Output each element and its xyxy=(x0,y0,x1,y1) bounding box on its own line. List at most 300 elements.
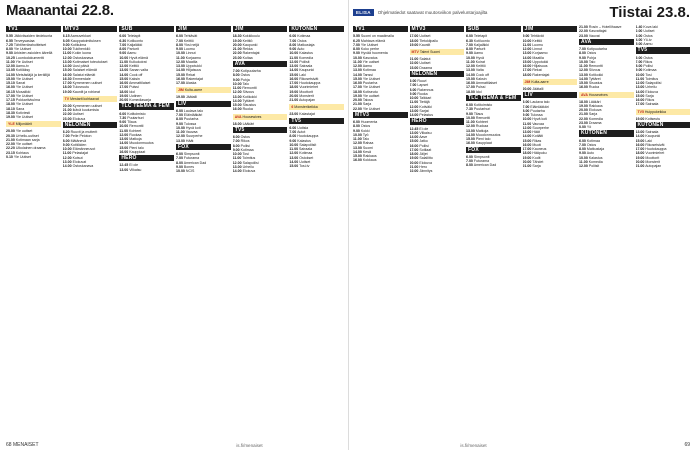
program-entry xyxy=(353,158,408,162)
schedule-column xyxy=(176,25,231,173)
program-time: 9.00 xyxy=(232,147,240,152)
program-time: 8.00 xyxy=(522,108,530,113)
program-title: Kotiseutu xyxy=(645,116,661,121)
program-title: Tehtävät xyxy=(530,34,544,39)
program-time: 12.00 xyxy=(6,64,15,68)
program-time: 18.30 xyxy=(6,110,15,115)
program-title: Kotimaa xyxy=(299,151,313,156)
page-title: Tiistai 23.8. xyxy=(609,3,690,21)
program-title: Ruuvit ja mutterit xyxy=(70,130,98,135)
channel-header: NELONEN xyxy=(63,122,118,128)
program-title: Suomi xyxy=(362,145,373,150)
program-title: Yle uutiset xyxy=(15,142,33,147)
program-entry xyxy=(119,168,174,172)
program-time: 10.00 xyxy=(62,147,72,152)
program-entry xyxy=(579,34,634,38)
schedule-column xyxy=(63,25,118,173)
program-time: 7.00 xyxy=(466,159,473,163)
program-time: 15.00 xyxy=(353,154,362,158)
program-time: 13.00 xyxy=(289,155,299,160)
sponsor-logo: ELISA xyxy=(353,9,374,16)
channel-header: MTV3 xyxy=(410,26,465,32)
program-time: 18.00 xyxy=(62,85,72,90)
program-title: Kauppiaat xyxy=(129,149,146,154)
program-title: Kotimaa xyxy=(586,138,600,143)
program-title: Kaupunki xyxy=(299,68,315,73)
program-entry xyxy=(636,117,691,121)
page-number-left: 68 xyxy=(6,442,12,448)
program-title: Kotimaiset toteutukset xyxy=(72,59,108,64)
program-time: 11.00 xyxy=(232,156,242,161)
channel-header: FOX xyxy=(466,147,521,153)
program-time: 14.00 xyxy=(466,132,475,137)
program-title: Kokkikoulu xyxy=(242,34,260,39)
program-time: 13.00 xyxy=(409,130,419,135)
program-title: Yle uutiset xyxy=(15,129,33,134)
program-title: Komedia xyxy=(588,116,603,121)
program-title: Yle Uutiset xyxy=(15,115,33,119)
program-time: 13.00 xyxy=(176,64,185,68)
program-title: Elokuva xyxy=(645,89,659,94)
highlight-box xyxy=(636,109,691,115)
program-title: Moottorit xyxy=(299,89,314,94)
program-title: Salatut elämät xyxy=(72,72,96,77)
program-time: 12.45 xyxy=(409,126,419,131)
program-title: Pokkaritvkulma xyxy=(15,98,40,102)
program-time: 11.00 xyxy=(579,159,588,164)
highlight-title: Talent Suomi xyxy=(419,50,441,54)
program-time: 17.00 xyxy=(635,102,645,107)
program-time: 17.00 xyxy=(62,81,72,85)
program-time: 22.00 xyxy=(409,61,419,66)
program-entry xyxy=(6,115,61,119)
program-time: 15.00 xyxy=(635,93,645,98)
program-time: 8.00 xyxy=(289,134,297,139)
program-time: 13.00 xyxy=(466,128,475,133)
program-title: Sairaala xyxy=(645,102,659,107)
program-time: 14.00 xyxy=(62,64,72,68)
program-title: Hyvää huomenta xyxy=(360,51,388,56)
program-time: 8.00 xyxy=(353,124,360,129)
right-page xyxy=(348,0,696,450)
program-time: 18.00 xyxy=(353,89,362,94)
program-title: Rosin – Hotellihaave xyxy=(588,25,622,29)
program-time: 9.00 xyxy=(353,51,360,56)
program-title: Kokkaus xyxy=(362,158,377,163)
program-time: 10.00 xyxy=(232,152,242,157)
program-time: 8.00 xyxy=(232,73,240,78)
schedule-column xyxy=(523,25,578,173)
program-time: 9.00 xyxy=(289,47,297,51)
program-title: Ei ole xyxy=(419,126,429,131)
program-title: Kotiväki xyxy=(419,104,432,109)
program-title: Keittiö xyxy=(129,64,140,68)
program-time: 21.00 xyxy=(579,112,588,117)
program-time: 8.00 xyxy=(635,64,643,68)
program-title: Sarja xyxy=(362,102,372,107)
program-time: 21.00 xyxy=(409,164,419,169)
channel-header: JIM xyxy=(523,26,578,32)
program-title: Puutarhuri xyxy=(473,107,491,112)
program-title: Sairaala xyxy=(299,64,313,68)
program-title: Luomu xyxy=(532,42,544,47)
program-title: Maatila xyxy=(532,55,544,60)
program-title: Kalastus xyxy=(588,155,603,160)
program-time: 14.00 xyxy=(289,159,299,164)
program-title: Rakentajat xyxy=(242,51,260,56)
program-title: Kotimaa xyxy=(362,68,376,73)
program-title: Urheilu xyxy=(242,164,254,169)
program-title: Uppotukki xyxy=(185,64,202,68)
channel-header: TV1 xyxy=(353,26,408,32)
program-title: Mosaiikki xyxy=(15,89,31,94)
program-time: 16.00 xyxy=(119,81,129,85)
channel-header: NELONEN xyxy=(410,71,465,77)
highlight-box xyxy=(233,114,288,120)
program-time: 17.00 xyxy=(522,147,532,152)
program-time: 8.00 xyxy=(466,47,473,51)
program-title: Kalastus xyxy=(297,138,311,143)
program-time: 16.15 xyxy=(6,89,15,94)
program-time: 21.00 xyxy=(579,25,588,29)
program-entry xyxy=(6,155,61,159)
magazine-name: MENAISET xyxy=(12,442,39,448)
program-time: 21.00 xyxy=(6,137,15,142)
program-title: Salapoliisit xyxy=(299,142,317,147)
program-title: Matkoja xyxy=(475,128,489,133)
program-title: Vauvaa xyxy=(532,121,544,126)
program-time: 23.00 xyxy=(409,65,419,70)
program-time: 13.00 xyxy=(635,85,645,90)
program-title: Draama xyxy=(419,65,433,70)
program-title: Toimitus xyxy=(645,76,659,81)
highlight-box xyxy=(579,92,634,98)
channel-header: LIV xyxy=(176,101,231,107)
program-title: Yö-tv xyxy=(643,37,652,42)
schedule-column xyxy=(233,25,288,173)
program-time: 21.00 xyxy=(353,102,362,107)
program-title: Yle Uutiset xyxy=(360,42,378,47)
program-entry xyxy=(119,98,174,102)
program-time: 6.00 xyxy=(466,103,473,107)
program-title: Tosi xyxy=(242,152,249,157)
program-time: 17.00 xyxy=(466,85,475,90)
program-title: Keittiö xyxy=(183,38,194,43)
program-title: Rikos xyxy=(645,98,655,102)
program-title: Huutokauppa xyxy=(645,147,667,152)
program-time: 20.00 xyxy=(119,98,129,102)
program-time: 10.00 xyxy=(232,81,242,86)
channel-header: TV5 xyxy=(289,118,344,124)
program-time: 11.00 xyxy=(522,121,532,126)
program-time: 11.00 xyxy=(119,59,129,64)
program-title: Kutsut xyxy=(72,155,83,160)
program-time: 19.00 xyxy=(62,89,72,94)
program-time: 15.00 xyxy=(466,137,475,141)
program-time: 17.00 xyxy=(6,93,15,98)
program-time: 17.00 xyxy=(353,85,362,90)
program-time: 20.00 xyxy=(635,159,645,164)
program-time: 12.00 xyxy=(579,68,588,73)
program-title: Kotimaa xyxy=(240,147,254,152)
program-title: Ruoka xyxy=(242,107,253,112)
program-time: 9.00 xyxy=(62,142,70,147)
program-time: 14.00 xyxy=(522,134,532,139)
program-time: 16.00 xyxy=(579,85,588,90)
program-title: Kauniit ja rohkeat xyxy=(72,89,100,94)
program-title: Ruokaa xyxy=(475,124,489,129)
program-time: 6.30 xyxy=(119,38,127,43)
program-time: 7.00 xyxy=(289,38,297,43)
left-columns xyxy=(6,25,344,173)
program-time: 9.00 xyxy=(579,55,586,60)
program-time: 23.00 xyxy=(289,112,299,117)
program-entry xyxy=(233,107,288,111)
program-title: Kotiluonto xyxy=(127,38,144,43)
program-title: Rakkaus xyxy=(362,154,377,158)
program-title: Kotikokki xyxy=(242,94,257,99)
program-title: Jälkiviisaiden tiedekunta xyxy=(13,34,53,39)
program-title: Rikosetsivät xyxy=(299,76,319,81)
program-time: 7.00 xyxy=(176,113,183,118)
program-title: Kotimaa xyxy=(643,68,657,73)
program-entry xyxy=(353,107,408,111)
program-entry xyxy=(176,169,231,173)
program-entry xyxy=(410,43,465,47)
program-title: Tietäjä xyxy=(419,100,430,105)
program-title: Kaljaläkki xyxy=(127,42,143,47)
program-time: 6.25 xyxy=(353,38,360,43)
sponsor xyxy=(353,9,487,16)
program-title: American Dad xyxy=(183,160,207,165)
program-title: Aamu xyxy=(362,64,372,68)
schedule-column xyxy=(636,25,691,173)
site-url-left: is.fi/menaiset xyxy=(236,442,263,448)
program-title: Tyttäret xyxy=(242,98,255,103)
program-time: 7.00 xyxy=(176,38,183,43)
program-title: Tyttäret xyxy=(588,76,601,81)
program-time: 19.00 xyxy=(635,116,645,121)
program-title: Kotiviesti xyxy=(15,110,31,115)
program-time: 12.00 xyxy=(522,47,532,51)
program-title: Kotimaan sarja xyxy=(15,137,40,142)
program-time: 15.00 xyxy=(119,76,129,81)
program-time: 8.00 xyxy=(176,160,183,165)
program-title: Salaiset elämät xyxy=(72,68,97,73)
program-title: Sairaala xyxy=(645,130,659,135)
program-time: 16.00 xyxy=(119,149,129,154)
program-title: Ruoka xyxy=(417,91,428,96)
program-time: 8.00 xyxy=(62,138,70,143)
channel-header: TV5 xyxy=(233,127,288,133)
program-title: Simpsonit xyxy=(473,154,490,159)
program-title: Huomenta xyxy=(360,120,378,124)
program-title: Yle Uutiset xyxy=(15,76,33,81)
program-title: Yle Uutiset xyxy=(15,93,33,98)
program-time: 9.00 xyxy=(579,151,586,156)
program-title: Sisustus xyxy=(588,81,603,85)
program-time: 17.00 xyxy=(635,147,645,152)
program-title: Teletapit xyxy=(127,34,141,39)
highlight-label: YLE xyxy=(8,122,15,127)
program-time: 18.00 xyxy=(289,85,299,90)
program-time: 19.00 xyxy=(119,93,129,98)
program-time: 13.00 xyxy=(409,108,419,113)
program-title: Tanssi xyxy=(362,72,373,77)
highlight-label: MTV xyxy=(411,50,419,54)
program-time: 21.00 xyxy=(522,164,532,169)
program-time: 8.00 xyxy=(466,163,473,168)
program-time: 9.00 xyxy=(6,51,13,56)
program-time: 6.30 xyxy=(466,38,473,43)
program-time: 18.00 xyxy=(579,99,588,104)
program-title: Yle Uutiset xyxy=(362,76,380,81)
highlight-label: AVA xyxy=(234,114,242,119)
program-title: Remontti xyxy=(129,124,144,129)
program-title: Ostos xyxy=(297,38,307,43)
program-title: Mahtava elämä xyxy=(360,38,386,43)
program-title: Alaska xyxy=(185,81,197,85)
program-time: 12.00 xyxy=(119,64,129,68)
program-time: 12.00 xyxy=(353,141,362,146)
program-title: Linnut xyxy=(185,51,196,56)
program-time: 17.15 xyxy=(6,98,15,102)
program-time: 11.00 xyxy=(119,128,129,133)
program-time: 18.00 xyxy=(522,151,532,156)
program-title: Jatko xyxy=(419,139,428,144)
program-title: Pelle Peloton xyxy=(70,134,92,139)
program-title: Autopajan xyxy=(299,98,316,102)
program-time: 9.00 xyxy=(176,121,183,126)
program-time: 11.00 xyxy=(232,86,242,90)
program-title: Kalastajat xyxy=(299,112,315,117)
program-title: Elokuva xyxy=(242,169,256,174)
program-time: 9.00 xyxy=(522,34,530,39)
program-title: Sairaala xyxy=(299,147,313,152)
program-time: 18.00 xyxy=(522,72,532,77)
program-time: 10.00 xyxy=(466,115,475,120)
program-time: 9.00 xyxy=(119,120,127,124)
program-time: 10.00 xyxy=(289,51,299,56)
program-title: Sarjat xyxy=(419,108,429,113)
program-title: Rahaa xyxy=(362,141,374,146)
program-time: 6.00 xyxy=(119,34,127,39)
program-title: Yle uutiset xyxy=(362,93,380,98)
channel-header: MTV3 xyxy=(63,26,118,32)
program-title: Ostos xyxy=(586,51,597,56)
program-time: 10.00 xyxy=(579,59,588,64)
program-time: 16.00 xyxy=(522,64,532,68)
program-time: 21.00 xyxy=(409,57,419,62)
program-title: Parturit xyxy=(473,47,486,51)
program-title: Laulava talo xyxy=(530,100,550,105)
highlight-box xyxy=(176,87,231,93)
program-time: 9.00 xyxy=(635,68,643,73)
program-time: 12.45 xyxy=(119,163,129,168)
program-time: 19.00 xyxy=(232,38,242,43)
program-entry xyxy=(523,87,578,91)
program-title: Tilaus xyxy=(127,120,137,124)
program-title: Teletapit xyxy=(473,34,488,39)
program-time: 6.00 xyxy=(522,100,530,105)
program-title: Rakentajat xyxy=(532,72,550,77)
program-title: Auto xyxy=(586,151,594,156)
program-time: 16.00 xyxy=(466,141,475,146)
program-time: 19.00 xyxy=(176,95,185,100)
program-title: Monsterit xyxy=(299,93,314,98)
program-time: 18.00 xyxy=(6,102,15,107)
program-title: Lääkäri xyxy=(588,99,601,104)
program-entry xyxy=(289,164,344,168)
program-time: 16.00 xyxy=(635,142,645,147)
program-title: Kotipuutarha xyxy=(240,69,261,73)
program-time: 12.00 xyxy=(62,155,72,160)
program-title: Sarja xyxy=(645,93,654,98)
program-title: Ostos xyxy=(240,73,250,78)
program-title: Kauniit xyxy=(419,42,431,47)
program-time: 15.00 xyxy=(409,139,419,144)
program-time: 6.55 xyxy=(6,38,13,43)
program-time: 15.00 xyxy=(232,103,242,107)
program-time: 16.00 xyxy=(635,98,645,102)
program-title: Huutokauppa xyxy=(297,134,319,139)
schedule-column xyxy=(410,25,465,173)
program-title: Remontti xyxy=(588,64,603,68)
program-title: Salaliitto xyxy=(419,156,433,161)
highlight-title: Huippukeikka xyxy=(644,109,666,114)
program-entry xyxy=(63,164,118,168)
program-time: 11.00 xyxy=(289,55,299,60)
program-time: 19.00 xyxy=(635,155,645,160)
schedule-column xyxy=(579,25,634,173)
program-time: 7.00 xyxy=(409,83,417,88)
program-time: 8.00 xyxy=(176,42,183,47)
program-title: Elokuva xyxy=(588,108,602,113)
program-title: Talo xyxy=(362,137,370,141)
program-time: 10.00 xyxy=(289,142,299,147)
program-title: Kotikokki xyxy=(588,72,604,77)
program-title: Yle Uutiset xyxy=(362,106,380,111)
program-time: 20.00 xyxy=(6,129,15,134)
program-title: Toimitus xyxy=(242,156,256,161)
program-title: Lapset xyxy=(417,83,429,88)
program-time: 19.00 xyxy=(409,156,419,161)
footer-left xyxy=(6,442,39,448)
program-title: Matkoja xyxy=(129,137,142,141)
program-time: 14.00 xyxy=(289,68,299,73)
program-title: Yö xyxy=(586,125,592,130)
program-title: Sanan valta xyxy=(129,68,148,73)
program-title: Uppotukki xyxy=(532,59,549,64)
highlight-box xyxy=(6,121,61,127)
program-entry xyxy=(410,113,465,117)
program-title: Kotitoimisto xyxy=(127,111,146,116)
program-title: Ikävä kuulumisia xyxy=(72,108,99,113)
program-title: Häät xyxy=(532,130,540,135)
program-title: Tähtiherärahoitteiset xyxy=(13,42,47,47)
program-title: Kauppiaat xyxy=(475,141,492,146)
program-time: 20.00 xyxy=(62,103,72,108)
channel-header: TV1 xyxy=(6,26,61,32)
program-time: 6.15 xyxy=(62,34,70,39)
program-title: Aamu xyxy=(127,51,137,56)
program-title: Kotikulma xyxy=(70,42,87,47)
program-time: 11.00 xyxy=(409,100,419,105)
program-time: 6.00 xyxy=(409,79,417,84)
program-time: 22.00 xyxy=(579,116,588,121)
program-time: 14.00 xyxy=(409,113,419,118)
program-time: 15.00 xyxy=(579,81,588,85)
